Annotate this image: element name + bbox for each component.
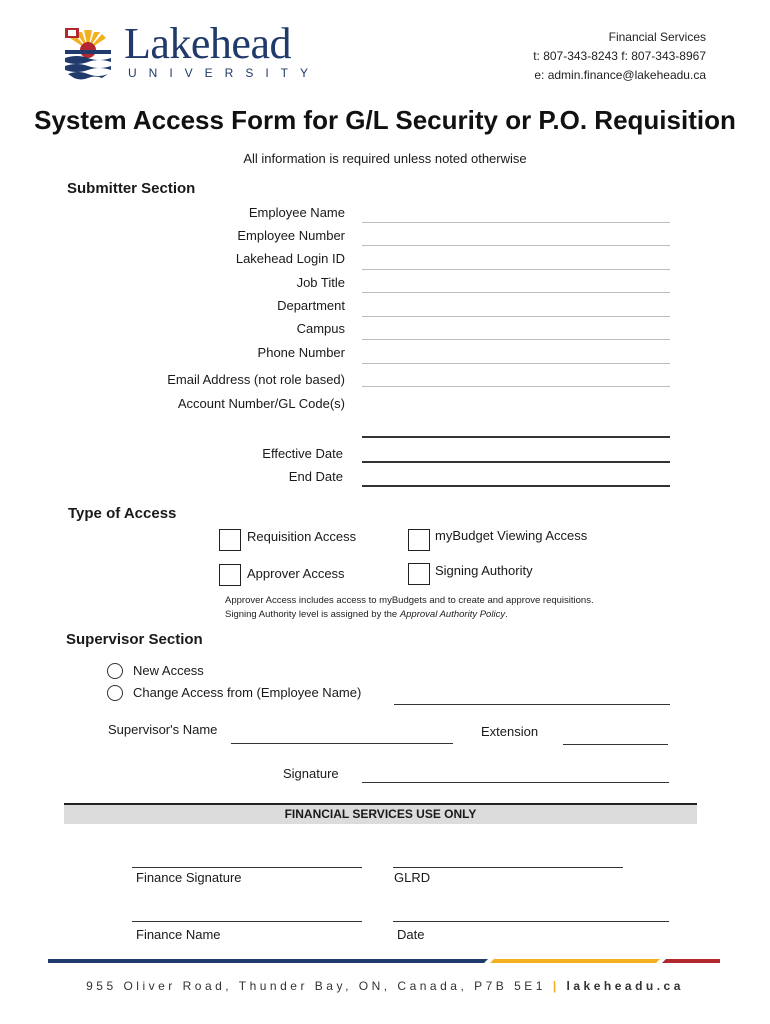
mybudget-viewing-checkbox[interactable] bbox=[408, 529, 430, 551]
requisition-access-label: Requisition Access bbox=[247, 529, 357, 544]
extension-label: Extension bbox=[481, 724, 539, 739]
phone-number-label: Phone Number bbox=[257, 345, 345, 360]
approval-policy-link: Approval Authority Policy bbox=[399, 609, 506, 620]
access-note bbox=[225, 594, 594, 622]
date-label: Date bbox=[397, 927, 425, 942]
email-address-field[interactable] bbox=[362, 386, 670, 387]
new-access-radio[interactable] bbox=[107, 663, 123, 679]
supervisor-heading: Supervisor Section bbox=[66, 631, 203, 648]
campus-field[interactable] bbox=[362, 339, 670, 340]
access-note-line1: Approver Access includes access to myBudgets and to create and approve requisitions. bbox=[225, 595, 594, 606]
employee-name-label: Employee Name bbox=[248, 205, 345, 220]
account-number-field[interactable] bbox=[362, 436, 670, 438]
effective-date-field[interactable] bbox=[362, 461, 670, 463]
extension-field[interactable] bbox=[563, 744, 668, 745]
change-access-radio[interactable] bbox=[107, 685, 123, 701]
date-field[interactable] bbox=[393, 921, 669, 922]
login-id-field[interactable] bbox=[362, 269, 670, 270]
change-access-label: Change Access from (Employee Name) bbox=[133, 685, 362, 700]
department-field[interactable] bbox=[362, 316, 670, 317]
department-name: Financial Services bbox=[608, 30, 706, 44]
footer-stripe bbox=[48, 955, 720, 965]
footer-website[interactable]: lakeheadu.ca bbox=[566, 979, 684, 993]
logo-subtitle: UNIVERSITY bbox=[128, 66, 321, 80]
footer-address-text: 955 Oliver Road, Thunder Bay, ON, Canada, P7B 5E1 bbox=[86, 979, 546, 993]
effective-date-label: Effective Date bbox=[262, 446, 343, 461]
footer-separator: | bbox=[552, 979, 560, 993]
glrd-label: GLRD bbox=[394, 870, 431, 885]
job-title-field[interactable] bbox=[362, 292, 670, 293]
form-title: System Access Form for G/L Security or P.O. Requisition bbox=[34, 105, 736, 135]
finance-signature-field[interactable] bbox=[132, 867, 362, 868]
signing-authority-checkbox[interactable] bbox=[408, 563, 430, 585]
contact-email: e: admin.finance@lakeheadu.ca bbox=[534, 68, 706, 82]
account-number-label: Account Number/GL Code(s) bbox=[177, 396, 345, 411]
finance-name-field[interactable] bbox=[132, 921, 362, 922]
form-subtitle: All information is required unless noted otherwise bbox=[243, 151, 527, 166]
mybudget-viewing-label: myBudget Viewing Access bbox=[435, 528, 588, 543]
job-title-label: Job Title bbox=[296, 275, 345, 290]
contact-phone: t: 807-343-8243 f: 807-343-8967 bbox=[533, 49, 706, 63]
shield-icon bbox=[62, 26, 114, 80]
end-date-label: End Date bbox=[288, 469, 343, 484]
login-id-label: Lakehead Login ID bbox=[235, 251, 345, 266]
email-address-label: Email Address (not role based) bbox=[167, 372, 345, 387]
contact-block bbox=[533, 28, 706, 85]
finance-name-label: Finance Name bbox=[136, 927, 221, 942]
signature-label: Signature bbox=[283, 766, 339, 781]
end-date-field[interactable] bbox=[362, 485, 670, 487]
finance-signature-label: Finance Signature bbox=[136, 870, 242, 885]
university-logo bbox=[62, 19, 322, 84]
signature-field[interactable] bbox=[362, 782, 669, 783]
employee-number-label: Employee Number bbox=[237, 228, 345, 243]
employee-name-field[interactable] bbox=[362, 222, 670, 223]
footer-address bbox=[0, 979, 770, 993]
phone-number-field[interactable] bbox=[362, 363, 670, 364]
approver-access-checkbox[interactable] bbox=[219, 564, 241, 586]
employee-number-field[interactable] bbox=[362, 245, 670, 246]
change-access-name-field[interactable] bbox=[394, 704, 670, 705]
approver-access-label: Approver Access bbox=[247, 566, 345, 581]
department-label: Department bbox=[277, 298, 345, 313]
logo-name: Lakehead bbox=[124, 19, 291, 68]
campus-label: Campus bbox=[296, 321, 345, 336]
requisition-access-checkbox[interactable] bbox=[219, 529, 241, 551]
access-heading: Type of Access bbox=[68, 505, 177, 522]
supervisor-name-label: Supervisor's Name bbox=[108, 722, 218, 737]
signing-authority-label: Signing Authority bbox=[435, 563, 533, 578]
glrd-field[interactable] bbox=[393, 867, 623, 868]
new-access-label: New Access bbox=[133, 663, 204, 678]
submitter-heading: Submitter Section bbox=[67, 180, 196, 197]
access-note-line2: Signing Authority level is assigned by the Approval Authority Policy. bbox=[225, 609, 508, 620]
supervisor-name-field[interactable] bbox=[231, 743, 453, 744]
financial-services-bar: FINANCIAL SERVICES USE ONLY bbox=[64, 803, 697, 824]
